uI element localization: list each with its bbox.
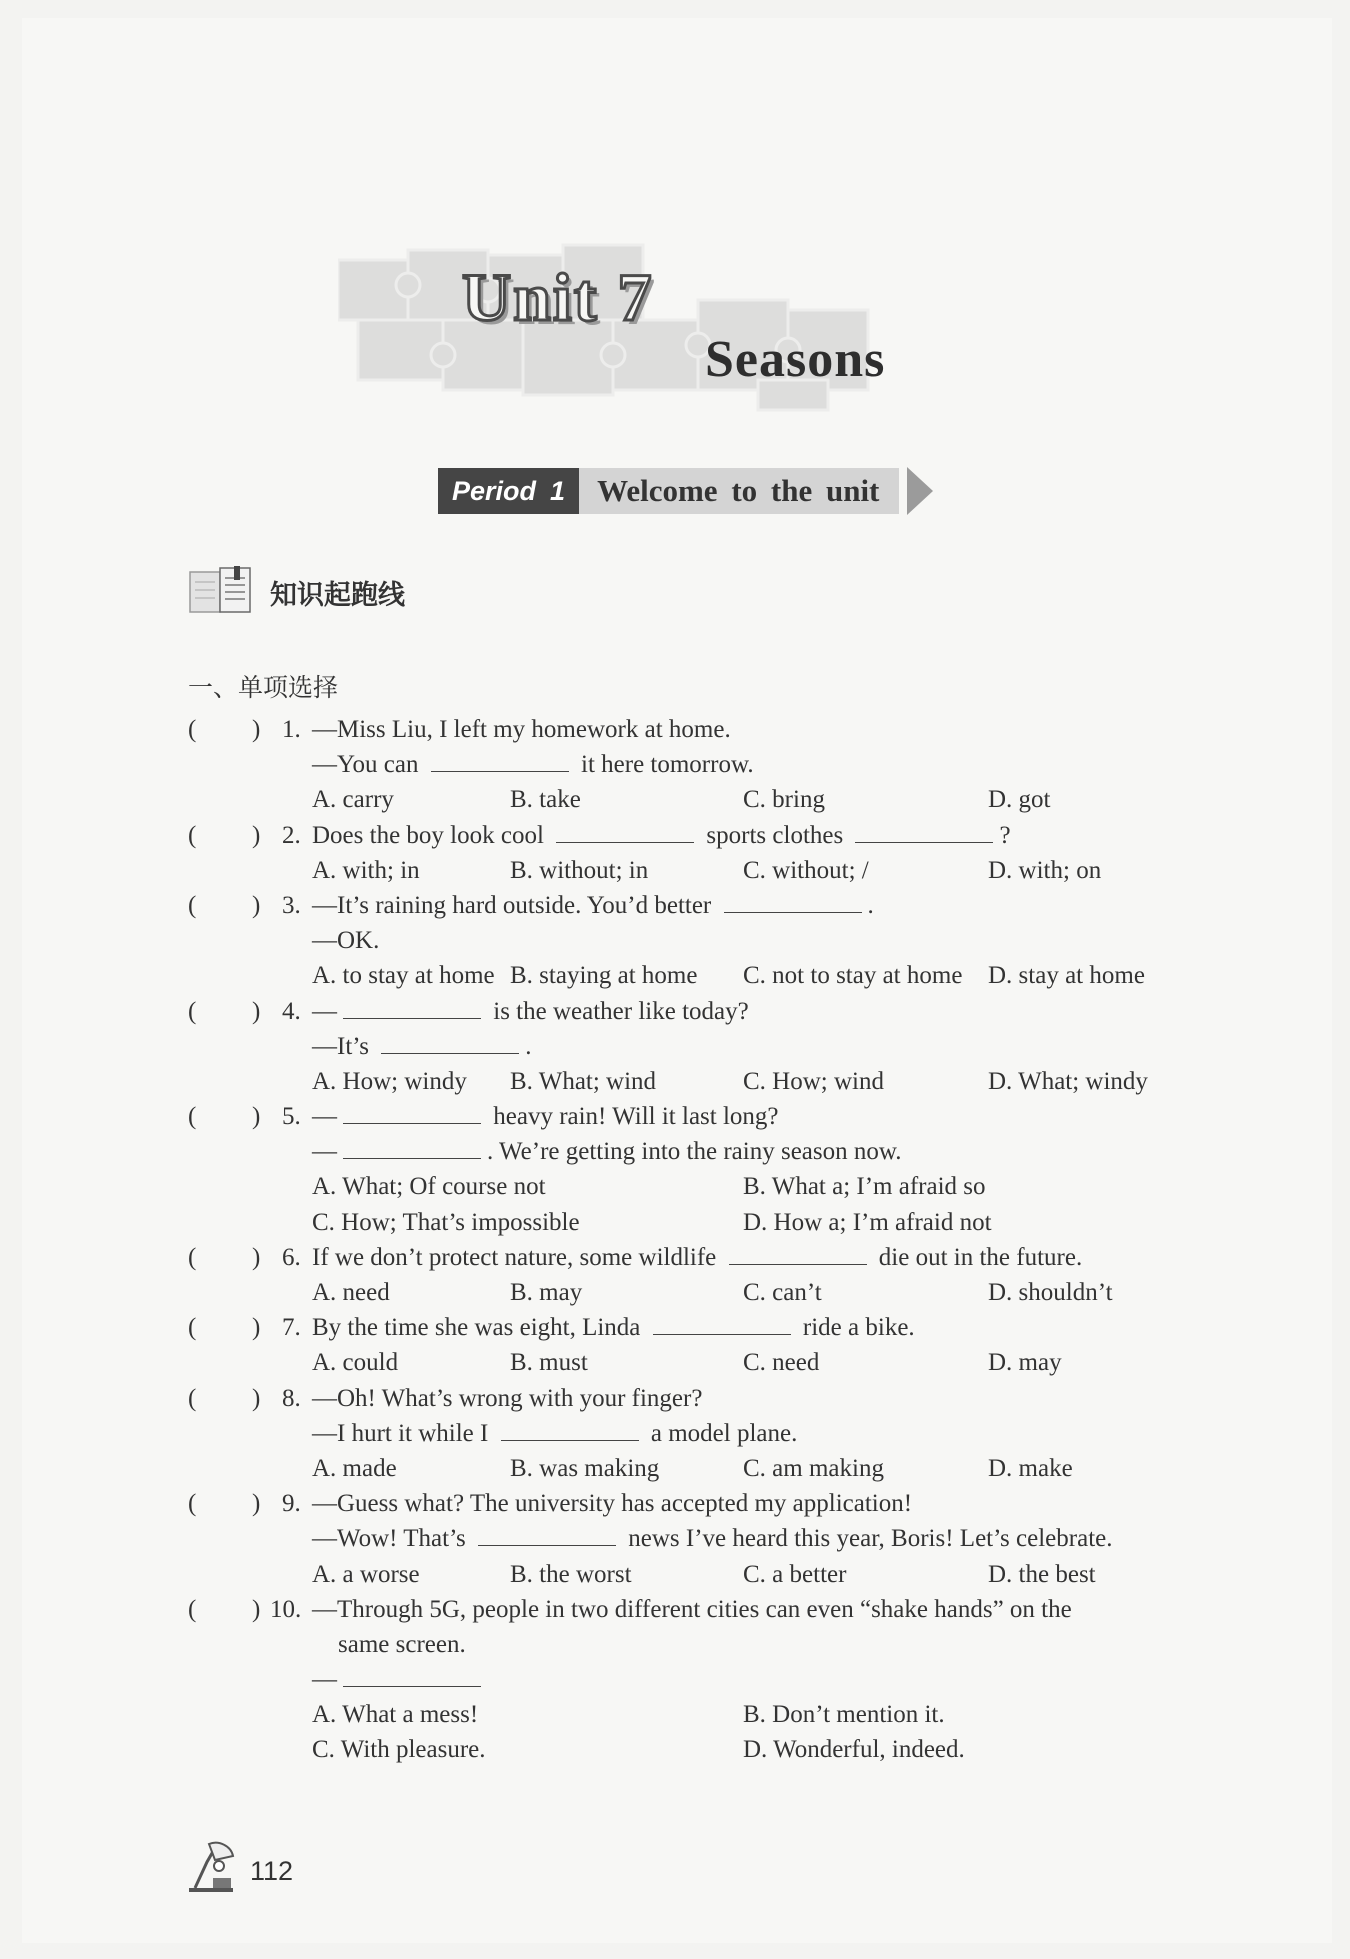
question-item — [188, 1486, 1248, 1592]
question-stem-line — [188, 712, 1248, 747]
answer-blank[interactable] — [653, 1310, 791, 1335]
answer-bracket-open: ( — [188, 1243, 197, 1271]
question-text — [312, 1029, 531, 1064]
question-number: 5. — [282, 1103, 301, 1131]
question-item — [188, 712, 1248, 818]
question-stem-line — [188, 1099, 1248, 1134]
option-d[interactable]: D. got — [988, 786, 1051, 814]
answer-bracket-close: ) — [252, 716, 261, 743]
text-segment: is the weather like today? — [487, 997, 749, 1025]
question-text — [312, 1662, 487, 1697]
option-b[interactable]: B. What; wind — [510, 1067, 657, 1095]
question-text — [312, 994, 749, 1029]
question-stem-line — [188, 888, 1248, 923]
option-b[interactable]: B. must — [510, 1349, 588, 1377]
option-b[interactable]: B. the worst — [510, 1560, 632, 1588]
option-a[interactable]: A. What; Of course not — [312, 1173, 546, 1201]
options-row — [188, 853, 1248, 888]
options-row — [188, 1732, 1248, 1767]
option-a[interactable]: A. with; in — [312, 856, 420, 884]
answer-blank[interactable] — [343, 1099, 481, 1124]
question-text — [338, 1627, 466, 1662]
option-d[interactable]: D. Wonderful, indeed. — [743, 1736, 965, 1764]
answer-bracket-open: ( — [188, 997, 197, 1025]
text-segment: . We’re getting into the rainy season now. — [487, 1138, 902, 1166]
question-item — [188, 1381, 1248, 1487]
option-a[interactable]: A. could — [312, 1349, 399, 1377]
question-number: 3. — [282, 891, 301, 919]
option-c[interactable]: C. can’t — [743, 1279, 822, 1306]
options-row — [188, 1451, 1248, 1486]
text-segment: —You can — [312, 751, 425, 779]
answer-bracket-open: ( — [188, 821, 197, 849]
text-segment: —It’s — [312, 1032, 376, 1060]
text-segment: —Guess what? The university has accepted my application! — [312, 1490, 913, 1518]
text-segment: — — [312, 997, 337, 1025]
question-stem-line — [188, 1381, 1248, 1416]
option-a[interactable]: A. need — [312, 1279, 390, 1306]
answer-bracket-open: ( — [188, 1103, 197, 1131]
question-stem-line — [188, 994, 1248, 1029]
option-d[interactable]: D. may — [988, 1349, 1062, 1377]
question-text — [312, 1521, 1112, 1556]
question-line — [188, 1521, 1248, 1556]
question-line — [188, 747, 1248, 782]
text-segment: — — [312, 1666, 337, 1694]
text-segment: . — [525, 1032, 532, 1060]
option-c[interactable]: C. How; wind — [743, 1067, 884, 1095]
question-stem-line — [188, 1310, 1248, 1345]
answer-blank[interactable] — [343, 1662, 481, 1687]
question-line — [188, 923, 1248, 958]
question-number: 2. — [282, 821, 301, 849]
option-a[interactable]: A. carry — [312, 786, 394, 814]
answer-blank[interactable] — [501, 1416, 639, 1441]
option-b[interactable]: B. Don’t mention it. — [743, 1701, 945, 1729]
question-text — [312, 923, 379, 958]
answer-bracket-close: ) — [252, 1243, 261, 1271]
option-a[interactable]: A. What a mess! — [312, 1701, 479, 1729]
answer-bracket-open: ( — [188, 891, 197, 919]
question-text — [312, 1240, 1082, 1275]
option-d[interactable]: D. stay at home — [988, 962, 1145, 990]
text-segment: —Wow! That’s — [312, 1525, 473, 1553]
unit-subtitle: Seasons — [705, 331, 886, 388]
option-c[interactable]: C. need — [743, 1349, 820, 1377]
answer-bracket-close: ) — [252, 997, 261, 1025]
text-segment: Does the boy look cool — [312, 821, 551, 849]
answer-bracket-open: ( — [188, 1314, 197, 1342]
option-a[interactable]: A. to stay at home — [312, 962, 495, 990]
option-c[interactable]: C. bring — [743, 786, 825, 814]
text-segment: — — [312, 1103, 337, 1131]
question-text — [312, 712, 731, 747]
option-c[interactable]: C. without; / — [743, 856, 869, 884]
answer-bracket-open: ( — [188, 1595, 197, 1623]
answer-bracket-close: ) — [252, 1314, 261, 1342]
option-c[interactable]: C. a better — [743, 1560, 847, 1588]
options-row — [188, 958, 1248, 993]
question-line — [188, 1134, 1248, 1169]
page-number: 112 — [250, 1856, 294, 1886]
option-d[interactable]: D. What; windy — [988, 1067, 1148, 1095]
answer-blank[interactable] — [478, 1521, 616, 1546]
desk-lamp-icon — [185, 1840, 239, 1896]
text-segment: ride a bike. — [796, 1314, 915, 1342]
option-b[interactable]: B. without; in — [510, 856, 649, 884]
option-c[interactable]: C. not to stay at home — [743, 962, 963, 990]
text-segment: —I hurt it while I — [312, 1419, 495, 1447]
section-header — [188, 566, 405, 618]
text-segment: news I’ve heard this year, Boris! Let’s celebrate. — [622, 1525, 1113, 1553]
answer-bracket-close: ) — [252, 1384, 261, 1412]
question-item — [188, 1310, 1248, 1380]
unit-title: Unit 7 — [462, 259, 654, 335]
question-text — [312, 747, 754, 782]
answer-blank[interactable] — [855, 818, 993, 843]
answer-bracket-close: ) — [252, 1595, 261, 1623]
question-item — [188, 994, 1248, 1100]
answer-bracket-close: ) — [252, 891, 261, 919]
question-item — [188, 818, 1248, 888]
option-c[interactable]: C. With pleasure. — [312, 1736, 486, 1764]
answer-blank[interactable] — [343, 1134, 481, 1159]
period-banner — [438, 468, 933, 514]
question-list — [188, 712, 1248, 1768]
option-a[interactable]: A. made — [312, 1454, 397, 1482]
option-b[interactable]: B. What a; I’m afraid so — [743, 1173, 986, 1201]
question-stem-line — [188, 818, 1248, 853]
answer-bracket-open: ( — [188, 716, 197, 743]
option-b[interactable]: B. was making — [510, 1454, 660, 1482]
question-text — [312, 1310, 915, 1345]
options-row — [188, 1064, 1248, 1099]
answer-blank[interactable] — [724, 888, 862, 913]
question-line — [188, 1416, 1248, 1451]
question-number: 10. — [270, 1595, 302, 1623]
options-row — [188, 1697, 1248, 1732]
question-number: 1. — [282, 716, 301, 743]
question-text — [312, 1592, 1072, 1627]
question-number: 4. — [282, 997, 301, 1025]
options-row — [188, 1169, 1248, 1204]
answer-blank[interactable] — [556, 818, 694, 843]
option-a[interactable]: A. a worse — [312, 1560, 420, 1588]
question-text — [312, 818, 1011, 853]
option-d[interactable]: D. the best — [988, 1560, 1096, 1588]
question-stem-line — [188, 1592, 1248, 1627]
book-icon — [188, 566, 256, 618]
text-segment: If we don’t protect nature, some wildlife — [312, 1243, 723, 1271]
part-title: 一、单项选择 — [188, 673, 339, 702]
question-text — [312, 1416, 797, 1451]
section-title: 知识起跑线 — [270, 579, 405, 611]
question-item — [188, 1240, 1248, 1310]
period-number: 1 — [550, 475, 566, 506]
option-d[interactable]: D. with; on — [988, 856, 1102, 884]
text-segment: —Oh! What’s wrong with your finger? — [312, 1384, 703, 1412]
option-b[interactable]: B. staying at home — [510, 962, 698, 990]
option-c[interactable]: C. How; That’s impossible — [312, 1208, 580, 1236]
question-number: 7. — [282, 1314, 301, 1342]
period-label: Period — [452, 475, 537, 506]
answer-bracket-open: ( — [188, 1490, 197, 1518]
question-number: 6. — [282, 1243, 301, 1271]
options-row — [188, 1345, 1248, 1380]
answer-bracket-close: ) — [252, 1103, 261, 1131]
text-segment: a model plane. — [644, 1419, 798, 1447]
options-row — [188, 1205, 1248, 1240]
answer-blank[interactable] — [381, 1029, 519, 1054]
question-item — [188, 1592, 1248, 1768]
arrow-right-icon — [907, 467, 933, 515]
options-row — [188, 1275, 1248, 1310]
question-item — [188, 888, 1248, 994]
question-text — [312, 1134, 902, 1169]
question-stem-line — [188, 1486, 1248, 1521]
question-line — [188, 1662, 1248, 1697]
question-stem-line — [188, 1240, 1248, 1275]
options-row — [188, 782, 1248, 817]
text-segment: — — [312, 1138, 337, 1166]
question-text — [312, 888, 874, 923]
text-segment: By the time she was eight, Linda — [312, 1314, 647, 1342]
text-segment: it here tomorrow. — [574, 751, 754, 779]
option-a[interactable]: A. How; windy — [312, 1067, 467, 1095]
option-d[interactable]: D. shouldn’t — [988, 1279, 1113, 1306]
text-segment: —Miss Liu, I left my homework at home. — [312, 716, 731, 743]
options-row — [188, 1557, 1248, 1592]
text-segment: sports clothes — [700, 821, 850, 849]
option-c[interactable]: C. am making — [743, 1454, 884, 1482]
question-text — [312, 1486, 912, 1521]
text-segment: —Through 5G, people in two different cities can even “shake hands” on the — [312, 1595, 1072, 1623]
answer-blank[interactable] — [729, 1240, 867, 1265]
period-title: Welcome to the unit — [579, 468, 899, 514]
option-d[interactable]: D. How a; I’m afraid not — [743, 1208, 992, 1236]
text-segment: same screen. — [338, 1630, 466, 1658]
answer-bracket-open: ( — [188, 1384, 197, 1412]
text-segment: heavy rain! Will it last long? — [487, 1103, 779, 1131]
text-segment: die out in the future. — [872, 1243, 1083, 1271]
period-label-box — [438, 468, 579, 514]
answer-bracket-close: ) — [252, 821, 261, 849]
option-b[interactable]: B. take — [510, 786, 581, 814]
text-segment: —It’s raining hard outside. You’d better — [312, 891, 718, 919]
question-item — [188, 1099, 1248, 1240]
text-segment: ? — [999, 821, 1011, 849]
question-number: 9. — [282, 1490, 301, 1518]
text-segment: . — [867, 891, 874, 919]
question-line — [188, 1029, 1248, 1064]
answer-blank[interactable] — [343, 994, 481, 1019]
text-segment: —OK. — [312, 927, 380, 955]
option-b[interactable]: B. may — [510, 1279, 583, 1306]
question-number: 8. — [282, 1384, 301, 1412]
question-text — [312, 1099, 779, 1134]
answer-bracket-close: ) — [252, 1490, 261, 1518]
question-line — [188, 1627, 1248, 1662]
option-d[interactable]: D. make — [988, 1454, 1073, 1482]
answer-blank[interactable] — [431, 747, 569, 772]
question-text — [312, 1381, 702, 1416]
